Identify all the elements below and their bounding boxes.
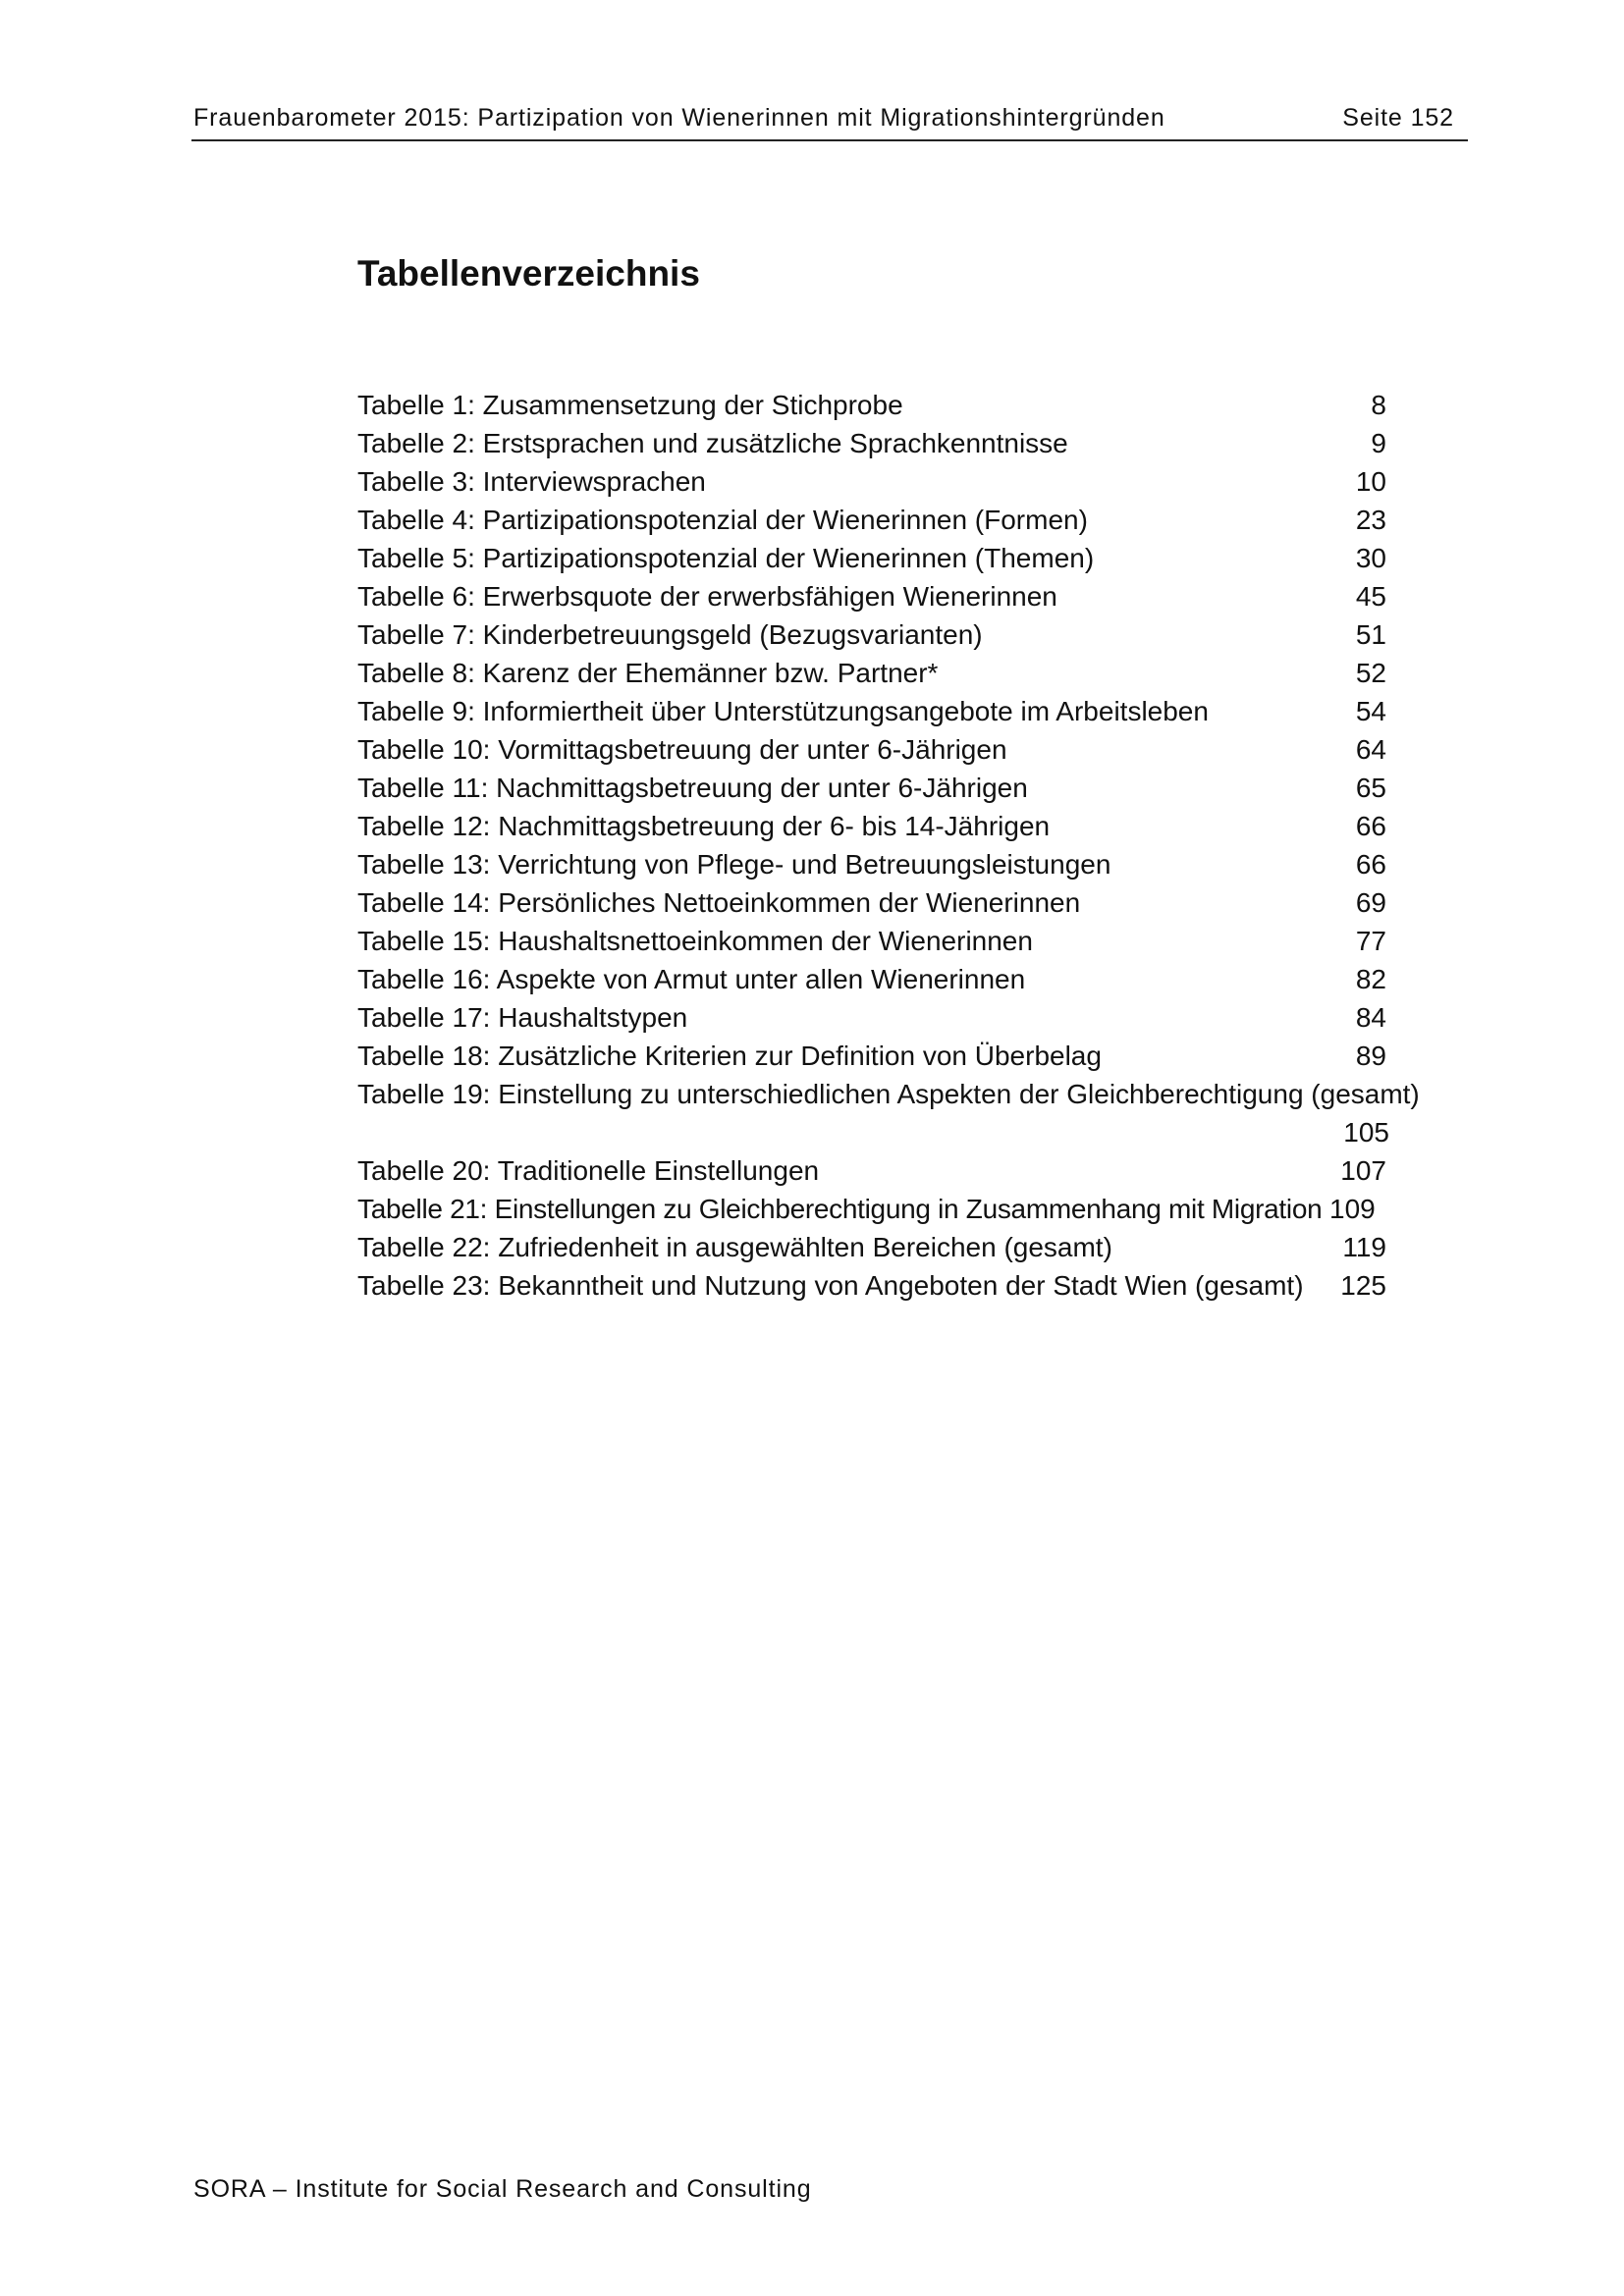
- toc-entry-page: 45: [1355, 581, 1386, 612]
- toc-entry-page: 77: [1355, 926, 1386, 956]
- toc-entry-page: 69: [1355, 887, 1386, 918]
- toc-entry: [357, 577, 1437, 615]
- toc-entry-page: 105: [1343, 1117, 1389, 1148]
- toc-entry-title: Tabelle 12: Nachmittagsbetreuung der 6- bis 14-Jährigen: [357, 811, 1051, 841]
- toc-entry-page: 54: [1355, 696, 1386, 726]
- toc-entry: [357, 539, 1437, 577]
- table-of-tables: [357, 386, 1437, 1305]
- toc-entry-title: Tabelle 14: Persönliches Nettoeinkommen der Wienerinnen: [357, 887, 1081, 918]
- toc-entry-page: 64: [1355, 734, 1386, 765]
- toc-entry-page: 119: [1342, 1232, 1386, 1262]
- toc-entry-title: Tabelle 5: Partizipationspotenzial der Wienerinnen (Themen): [357, 543, 1095, 573]
- toc-entry-title: Tabelle 2: Erstsprachen und zusätzliche Sprachkenntnisse: [357, 428, 1068, 458]
- toc-entry-title: Tabelle 21: Einstellungen zu Gleichberechtigung in Zusammenhang mit Migration: [357, 1194, 1323, 1224]
- toc-entry-page: 107: [1340, 1155, 1386, 1186]
- toc-entry: [357, 386, 1437, 424]
- toc-entry-title: Tabelle 8: Karenz der Ehemänner bzw. Partner*: [357, 658, 939, 688]
- toc-entry: [357, 960, 1437, 998]
- toc-entry-title: Tabelle 3: Interviewsprachen: [357, 466, 706, 497]
- toc-entry-title: Tabelle 18: Zusätzliche Kriterien zur Definition von Überbelag: [357, 1041, 1102, 1071]
- toc-entry-page: 82: [1355, 964, 1386, 994]
- toc-entry: [357, 1266, 1437, 1305]
- toc-entry: [357, 501, 1437, 539]
- toc-entry-page: 9: [1371, 428, 1386, 458]
- toc-entry-title: Tabelle 15: Haushaltsnettoeinkommen der Wienerinnen: [357, 926, 1033, 956]
- toc-entry-page: 66: [1355, 811, 1386, 841]
- toc-entry-title: Tabelle 16: Aspekte von Armut unter allen Wienerinnen: [357, 964, 1026, 994]
- toc-entry-page: 84: [1355, 1002, 1386, 1033]
- toc-entry-page: 52: [1355, 658, 1386, 688]
- toc-entry-page: 125: [1340, 1270, 1386, 1301]
- toc-entry-title: Tabelle 22: Zufriedenheit in ausgewählten Bereichen (gesamt): [357, 1232, 1112, 1262]
- toc-entry-title: Tabelle 9: Informiertheit über Unterstützungsangebote im Arbeitsleben: [357, 696, 1209, 726]
- toc-entry-title: Tabelle 1: Zusammensetzung der Stichprobe: [357, 390, 903, 420]
- header-page-number: Seite 152: [1342, 104, 1454, 132]
- toc-entry-title: Tabelle 7: Kinderbetreuungsgeld (Bezugsvarianten): [357, 619, 983, 650]
- toc-entry: [357, 998, 1437, 1037]
- toc-entry: [357, 1190, 1437, 1228]
- toc-entry-page: 65: [1355, 773, 1386, 803]
- toc-entry: [357, 692, 1437, 730]
- toc-entry-title: Tabelle 4: Partizipationspotenzial der Wienerinnen (Formen): [357, 505, 1088, 535]
- toc-entry: [357, 424, 1437, 462]
- toc-entry: [357, 1228, 1437, 1266]
- toc-entry: [357, 1037, 1437, 1075]
- toc-entry: [357, 883, 1437, 922]
- header-title: Frauenbarometer 2015: Partizipation von Wienerinnen mit Migrationshintergründen: [193, 104, 1165, 132]
- toc-entry-title: Tabelle 20: Traditionelle Einstellungen: [357, 1155, 820, 1186]
- toc-entry-title: Tabelle 10: Vormittagsbetreuung der unter 6-Jährigen: [357, 734, 1007, 765]
- toc-entry: [357, 845, 1437, 883]
- toc-entry-title: Tabelle 6: Erwerbsquote der erwerbsfähigen Wienerinnen: [357, 581, 1057, 612]
- toc-entry: [357, 769, 1437, 807]
- toc-entry-page: 10: [1355, 466, 1386, 497]
- toc-entry: [357, 654, 1437, 692]
- toc-entry: [357, 730, 1437, 769]
- running-header: [191, 102, 1468, 141]
- toc-entry: [357, 1075, 1437, 1151]
- running-footer: SORA – Institute for Social Research and Consulting: [193, 2175, 812, 2203]
- toc-entry-page: 23: [1355, 505, 1386, 535]
- toc-entry-title: Tabelle 17: Haushaltstypen: [357, 1002, 688, 1033]
- toc-entry-page: 30: [1355, 543, 1386, 573]
- toc-entry-title: Tabelle 23: Bekanntheit und Nutzung von Angeboten der Stadt Wien (gesamt): [357, 1270, 1304, 1301]
- toc-entry-page: 8: [1371, 390, 1386, 420]
- page-title: Tabellenverzeichnis: [357, 253, 700, 294]
- toc-entry: [357, 462, 1437, 501]
- toc-entry-page: 51: [1355, 619, 1386, 650]
- toc-entry-title: Tabelle 19: Einstellung zu unterschiedlichen Aspekten der Gleichberechtigung (gesamt): [357, 1079, 1420, 1109]
- toc-entry: [357, 922, 1437, 960]
- toc-entry: [357, 615, 1437, 654]
- toc-entry: [357, 807, 1437, 845]
- toc-entry-title: Tabelle 11: Nachmittagsbetreuung der unter 6-Jährigen: [357, 773, 1028, 803]
- toc-entry-page: 89: [1355, 1041, 1386, 1071]
- toc-entry: [357, 1151, 1437, 1190]
- toc-entry-title: Tabelle 13: Verrichtung von Pflege- und Betreuungsleistungen: [357, 849, 1111, 880]
- toc-entry-page: 66: [1355, 849, 1386, 880]
- toc-entry-page: 109: [1329, 1194, 1376, 1224]
